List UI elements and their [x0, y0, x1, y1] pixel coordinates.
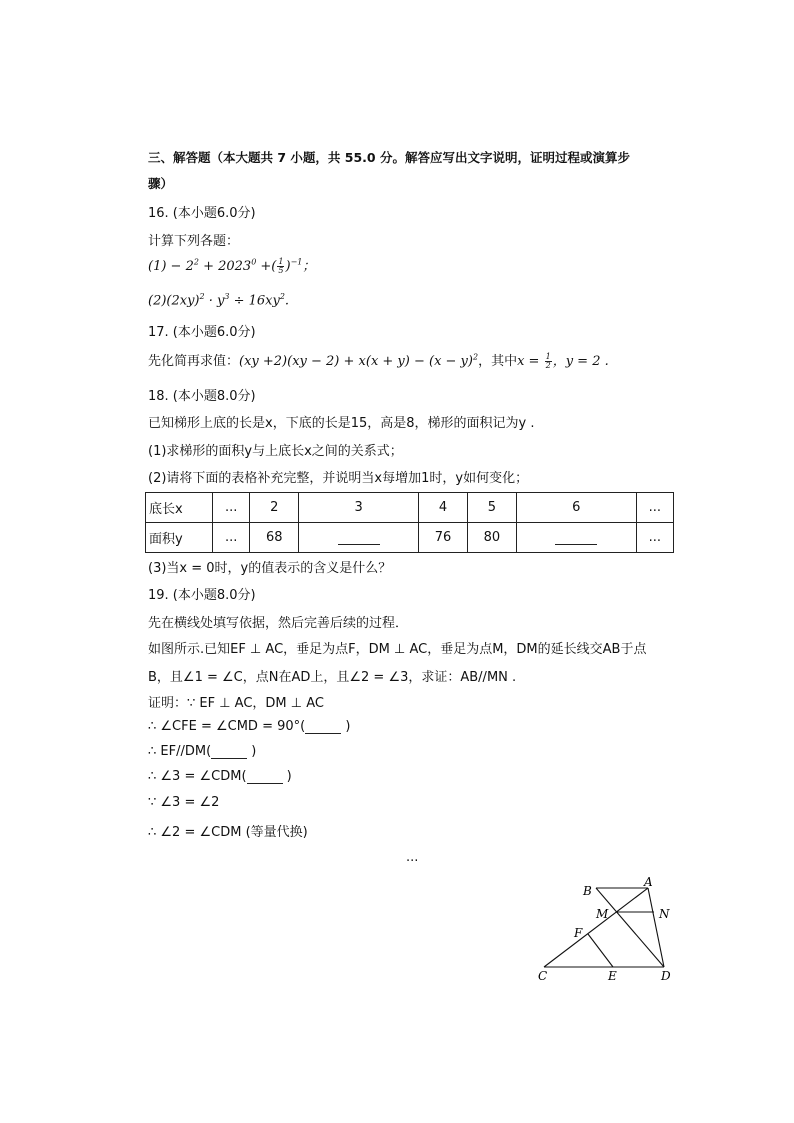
table-cell: 6 [516, 493, 636, 523]
table-cell-blank[interactable] [516, 523, 636, 553]
q16-part1: $(1) - 2^2 + 2023^0$ +( $\frac{1}{5}$ )$^{-1}$； [148, 257, 316, 275]
q17-text: 先化简再求值：$(xy +2)(xy - 2) + x(x + y) - (x - y)^2$，其中x = $\frac{1}{2}$ ，y = 2 . [148, 352, 609, 370]
table-cell: ... [636, 493, 673, 523]
q19-proof-line0: 证明：∵ EF ⊥ AC，DM ⊥ AC [148, 696, 324, 711]
q18-table [145, 492, 674, 553]
section-header-line2: 骤） [148, 176, 174, 191]
q19-prompt: 先在横线处填写依据，然后完善后续的过程． [148, 616, 409, 631]
answer-blank[interactable] [247, 771, 283, 784]
table-cell: 80 [467, 523, 516, 553]
q19-proof-line3: ∴ ∠3 = ∠CDM( ) [148, 769, 292, 784]
q16-part2: $(2)(2xy)^2 \cdot y^3 \div 16xy^2$. [148, 292, 290, 309]
q19-given2: B，且∠1 = ∠C，点N在AD上，且∠2 = ∠3，求证：AB//MN . [148, 670, 517, 685]
table-cell: ... [213, 523, 250, 553]
section-header-line1: 三、解答题（本大题共 7 小题，共 55.0 分。解答应写出文字说明，证明过程或演算步 [148, 150, 630, 165]
answer-blank[interactable] [305, 721, 341, 734]
answer-blank[interactable] [555, 531, 597, 545]
table-cell: 2 [250, 493, 299, 523]
answer-blank[interactable] [211, 746, 247, 759]
q19-given1: 如图所示.已知EF ⊥ AC，垂足为点F，DM ⊥ AC，垂足为点M，DM的延长线交AB于点 [148, 642, 647, 657]
label-N: N [659, 907, 670, 921]
table-cell: 面积y [146, 523, 213, 553]
segment-bd [596, 888, 664, 967]
table-row [146, 523, 674, 553]
q16-fraction: $\frac{1}{5}$ [278, 257, 284, 275]
q19-proof-line4: ∵ ∠3 = ∠2 [148, 795, 220, 810]
table-cell: 3 [299, 493, 419, 523]
q19-proof-line1: ∴ ∠CFE = ∠CMD = 90°( ) [148, 719, 351, 734]
q19-label: 19. (本小题8.0分) [148, 588, 256, 603]
table-cell: ... [636, 523, 673, 553]
table-cell: 4 [419, 493, 468, 523]
table-row [146, 493, 674, 523]
table-cell: 68 [250, 523, 299, 553]
label-C: C [538, 969, 548, 983]
label-F: F [574, 926, 583, 940]
table-cell: ... [213, 493, 250, 523]
q17-fraction: $\frac{1}{2}$ [545, 352, 551, 370]
q16-prompt: 计算下列各题： [148, 234, 240, 249]
q18-label: 18. (本小题8.0分) [148, 389, 256, 404]
segment-fe [588, 934, 613, 967]
q18-part2: (2)请将下面的表格补充完整，并说明当x每增加1时，y如何变化； [148, 471, 529, 486]
table-cell: 底长x [146, 493, 213, 523]
q19-proof-line5: ∴ ∠2 = ∠CDM (等量代换) [148, 825, 308, 840]
q19-ellipsis: ... [406, 850, 419, 865]
q18-part3: (3)当x = 0时，y的值表示的含义是什么？ [148, 561, 392, 576]
q16-label: 16. (本小题6.0分) [148, 206, 256, 221]
label-A: A [644, 876, 653, 889]
q18-part1: (1)求梯形的面积y与上底长x之间的关系式； [148, 444, 403, 459]
segment-ca [544, 888, 648, 967]
segment-ad [648, 888, 664, 967]
label-E: E [608, 969, 617, 983]
q18-intro: 已知梯形上底的长是x，下底的长是15，高是8，梯形的面积记为y . [148, 416, 535, 431]
table-cell-blank[interactable] [299, 523, 419, 553]
q17-label: 17. (本小题6.0分) [148, 325, 256, 340]
geometry-figure [530, 876, 710, 986]
label-D: D [661, 969, 671, 983]
table-cell: 5 [467, 493, 516, 523]
q19-proof-line2: ∴ EF//DM( ) [148, 744, 257, 759]
label-M: M [596, 907, 609, 921]
table-cell: 76 [419, 523, 468, 553]
label-B: B [583, 884, 592, 898]
answer-blank[interactable] [338, 531, 380, 545]
